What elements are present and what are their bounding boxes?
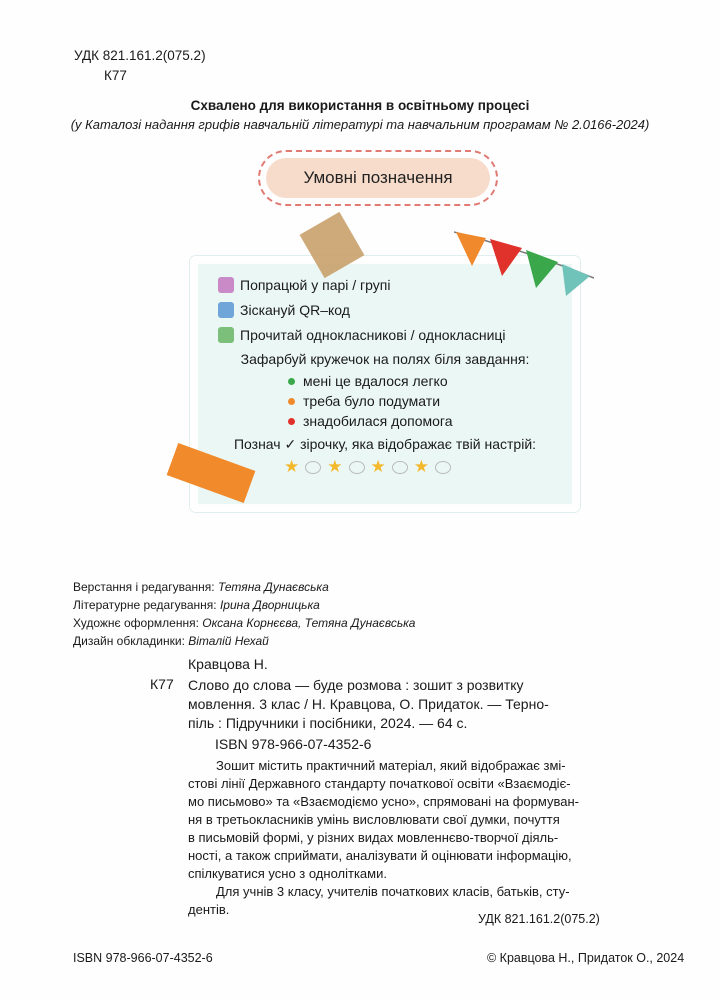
bunting-flags-icon [454, 226, 594, 296]
credit-row [73, 596, 415, 614]
desc-line: спілкуватися усно з однолітками. [188, 866, 387, 881]
mood-circle[interactable] [349, 461, 365, 474]
credit-name: Віталій Нехай [188, 634, 269, 648]
approval-catalog-note: (у Каталозі надання грифів навчальній літературі та навчальним програмам № 2.0166-2024) [70, 117, 650, 132]
credit-row [73, 578, 415, 596]
desc-line: Зошит містить практичний матеріал, який відображає змі- [216, 758, 566, 773]
approval-block [0, 96, 720, 134]
mood-post: зірочку, яка відображає твій настрій: [300, 436, 537, 452]
legend-item-pair [218, 276, 390, 294]
legend-item-qr [218, 301, 350, 319]
footer-copyright: © Кравцова Н., Придаток О., 2024 [487, 951, 685, 965]
desc-line: ня в третьокласників умінь висловлювати свої думки, почуття [188, 812, 560, 827]
audience-line: Для учнів 3 класу, учителів початкових класів, батьків, сту- [216, 884, 570, 899]
credit-name: Тетяна Дунаєвська [217, 580, 329, 594]
catalog-author: Кравцова Н. [188, 656, 268, 672]
check-mark-icon: ✓ [284, 436, 297, 452]
mood-circle[interactable] [392, 461, 408, 474]
catalog-code: К77 [150, 676, 174, 692]
credits-block [73, 578, 415, 650]
catalog-line: Слово до слова — буде розмова : зошит з розвитку [188, 677, 524, 693]
mood-instruction [198, 435, 572, 453]
legend-item-label: Зіскануй QR–код [240, 302, 350, 318]
level-label: мені це вдалося легко [303, 373, 448, 389]
catalog-line: мовлення. 3 клас / Н. Кравцова, О. Придаток. — Терно- [188, 696, 549, 712]
credit-row [73, 614, 415, 632]
credit-role: Дизайн обкладинки: [73, 634, 185, 648]
credit-role: Верстання і редагування: [73, 580, 215, 594]
legend-title: Умовні позначення [266, 158, 490, 198]
desc-line: в письмовій формі, у різних видах мовленнєво-творчої діяль- [188, 830, 559, 845]
orange-dot-icon [288, 398, 295, 405]
footer-isbn: ISBN 978-966-07-4352-6 [73, 951, 213, 965]
star-smile-icon: ★ [327, 457, 343, 476]
level-label: треба було подумати [303, 393, 441, 409]
credit-name: Оксана Корнєєва, Тетяна Дунаєвська [202, 616, 416, 630]
mood-circle[interactable] [435, 461, 451, 474]
credit-role: Літературне редагування: [73, 598, 217, 612]
catalog-description [188, 757, 616, 919]
pair-group-icon [218, 277, 234, 293]
green-dot-icon [288, 378, 295, 385]
star-neutral-icon: ★ [370, 457, 386, 476]
desc-line: ності, а також сприймати, аналізувати й оцінювати інформацію, [188, 848, 572, 863]
mood-stars [284, 458, 451, 476]
approval-title: Схвалено для використання в освітньому процесі [190, 98, 530, 113]
k77-code: К77 [104, 68, 127, 83]
legend-item-label: Попрацюй у парі / групі [240, 277, 391, 293]
credit-row [73, 632, 415, 650]
desc-line: стові лінії Державного стандарту початкової освіти «Взаємодіє- [188, 776, 571, 791]
level-help [288, 412, 452, 430]
legend-item-label: Прочитай однокласникові / однокласниці [240, 327, 506, 343]
qr-code-icon [218, 302, 234, 318]
mood-pre: Познач [233, 436, 281, 452]
legend-item-read [218, 326, 506, 344]
read-aloud-icon [218, 327, 234, 343]
credit-name: Ірина Дворницька [219, 598, 320, 612]
udk-code: УДК 821.161.2(075.2) [74, 48, 206, 63]
star-sad-icon: ★ [413, 457, 429, 476]
catalog-line: піль : Підручники і посібники, 2024. — 64 с. [188, 715, 468, 731]
level-easy [288, 372, 448, 390]
catalog-isbn: ISBN 978-966-07-4352-6 [215, 736, 372, 752]
level-think [288, 392, 440, 410]
level-label: знадобилася допомога [303, 413, 453, 429]
catalog-title [188, 676, 618, 733]
red-dot-icon [288, 418, 295, 425]
paint-instruction: Зафарбуй кружечок на полях біля завдання: [240, 351, 530, 367]
catalog-udk: УДК 821.161.2(075.2) [478, 912, 600, 926]
mood-circle[interactable] [305, 461, 321, 474]
desc-line: мо письмово» та «Взаємодіємо усно», спрямовані на формуван- [188, 794, 579, 809]
credit-role: Художнє оформлення: [73, 616, 199, 630]
star-happy-icon: ★ [284, 457, 300, 476]
udk-header [74, 46, 206, 86]
audience-line: дентів. [188, 902, 230, 917]
